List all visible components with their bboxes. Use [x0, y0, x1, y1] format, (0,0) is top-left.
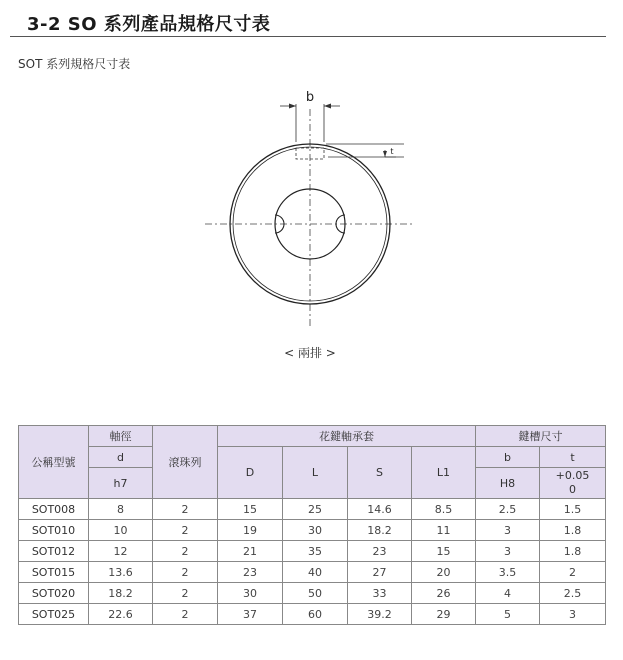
cell-L1: 26	[412, 583, 476, 604]
table-row	[19, 520, 606, 541]
dimension-label-t: t	[390, 147, 394, 156]
header-t-tolerance	[540, 468, 606, 499]
cell-model: SOT015	[19, 562, 89, 583]
cell-b: 2.5	[476, 499, 540, 520]
header-S: S	[348, 447, 412, 499]
cell-D: 23	[218, 562, 283, 583]
diagram-caption: < 兩排 >	[284, 346, 336, 360]
title-divider	[10, 36, 606, 37]
header-ball-rows: 滾珠列	[153, 426, 218, 499]
cell-t: 3	[540, 604, 606, 625]
table-row	[19, 604, 606, 625]
cell-S: 39.2	[348, 604, 412, 625]
header-L: L	[283, 447, 348, 499]
spec-table	[18, 425, 606, 625]
cell-S: 33	[348, 583, 412, 604]
cell-model: SOT010	[19, 520, 89, 541]
cell-L1: 8.5	[412, 499, 476, 520]
cell-L1: 15	[412, 541, 476, 562]
cell-model: SOT020	[19, 583, 89, 604]
cell-D: 37	[218, 604, 283, 625]
cell-L: 40	[283, 562, 348, 583]
t-tolerance-lower: 0	[569, 483, 576, 496]
cell-d: 10	[89, 520, 153, 541]
header-t: t	[540, 447, 606, 468]
cell-L1: 29	[412, 604, 476, 625]
cell-S: 18.2	[348, 520, 412, 541]
header-b-tolerance: H8	[476, 468, 540, 499]
table-row	[19, 541, 606, 562]
cell-L: 50	[283, 583, 348, 604]
cell-ball-rows: 2	[153, 499, 218, 520]
page-title: 3-2 SO 系列產品規格尺寸表	[27, 14, 271, 35]
cell-model: SOT008	[19, 499, 89, 520]
header-b: b	[476, 447, 540, 468]
cell-ball-rows: 2	[153, 562, 218, 583]
cell-t: 1.5	[540, 499, 606, 520]
cell-d: 18.2	[89, 583, 153, 604]
table-row	[19, 562, 606, 583]
cell-L: 35	[283, 541, 348, 562]
cell-d: 12	[89, 541, 153, 562]
cell-t: 1.8	[540, 541, 606, 562]
t-tolerance-upper: +0.05	[555, 469, 590, 482]
header-model: 公稱型號	[19, 426, 89, 499]
cell-D: 21	[218, 541, 283, 562]
cross-section-diagram	[200, 84, 420, 334]
cell-L: 60	[283, 604, 348, 625]
cell-S: 14.6	[348, 499, 412, 520]
cell-D: 19	[218, 520, 283, 541]
table-row	[19, 499, 606, 520]
section-subtitle: SOT 系列規格尺寸表	[18, 57, 131, 71]
dimension-label-b: b	[305, 90, 315, 105]
cell-L1: 20	[412, 562, 476, 583]
cell-S: 23	[348, 541, 412, 562]
cell-b: 3	[476, 520, 540, 541]
cell-L1: 11	[412, 520, 476, 541]
header-shaft-diameter: 軸徑	[89, 426, 153, 447]
cell-model: SOT025	[19, 604, 89, 625]
table-row	[19, 583, 606, 604]
cell-b: 5	[476, 604, 540, 625]
cell-ball-rows: 2	[153, 520, 218, 541]
cell-d: 8	[89, 499, 153, 520]
cell-d: 22.6	[89, 604, 153, 625]
cell-model: SOT012	[19, 541, 89, 562]
header-d: d	[89, 447, 153, 468]
cell-t: 2	[540, 562, 606, 583]
cell-L: 30	[283, 520, 348, 541]
cell-b: 4	[476, 583, 540, 604]
cell-b: 3.5	[476, 562, 540, 583]
cell-D: 30	[218, 583, 283, 604]
cell-t: 2.5	[540, 583, 606, 604]
cell-ball-rows: 2	[153, 583, 218, 604]
cell-S: 27	[348, 562, 412, 583]
cell-D: 15	[218, 499, 283, 520]
cell-L: 25	[283, 499, 348, 520]
header-d-tolerance: h7	[89, 468, 153, 499]
header-L1: L1	[412, 447, 476, 499]
cell-ball-rows: 2	[153, 604, 218, 625]
cell-ball-rows: 2	[153, 541, 218, 562]
header-D: D	[218, 447, 283, 499]
header-keyway-size: 鍵槽尺寸	[476, 426, 606, 447]
header-spline-bushing: 花鍵軸承套	[218, 426, 476, 447]
cell-t: 1.8	[540, 520, 606, 541]
cell-b: 3	[476, 541, 540, 562]
cell-d: 13.6	[89, 562, 153, 583]
